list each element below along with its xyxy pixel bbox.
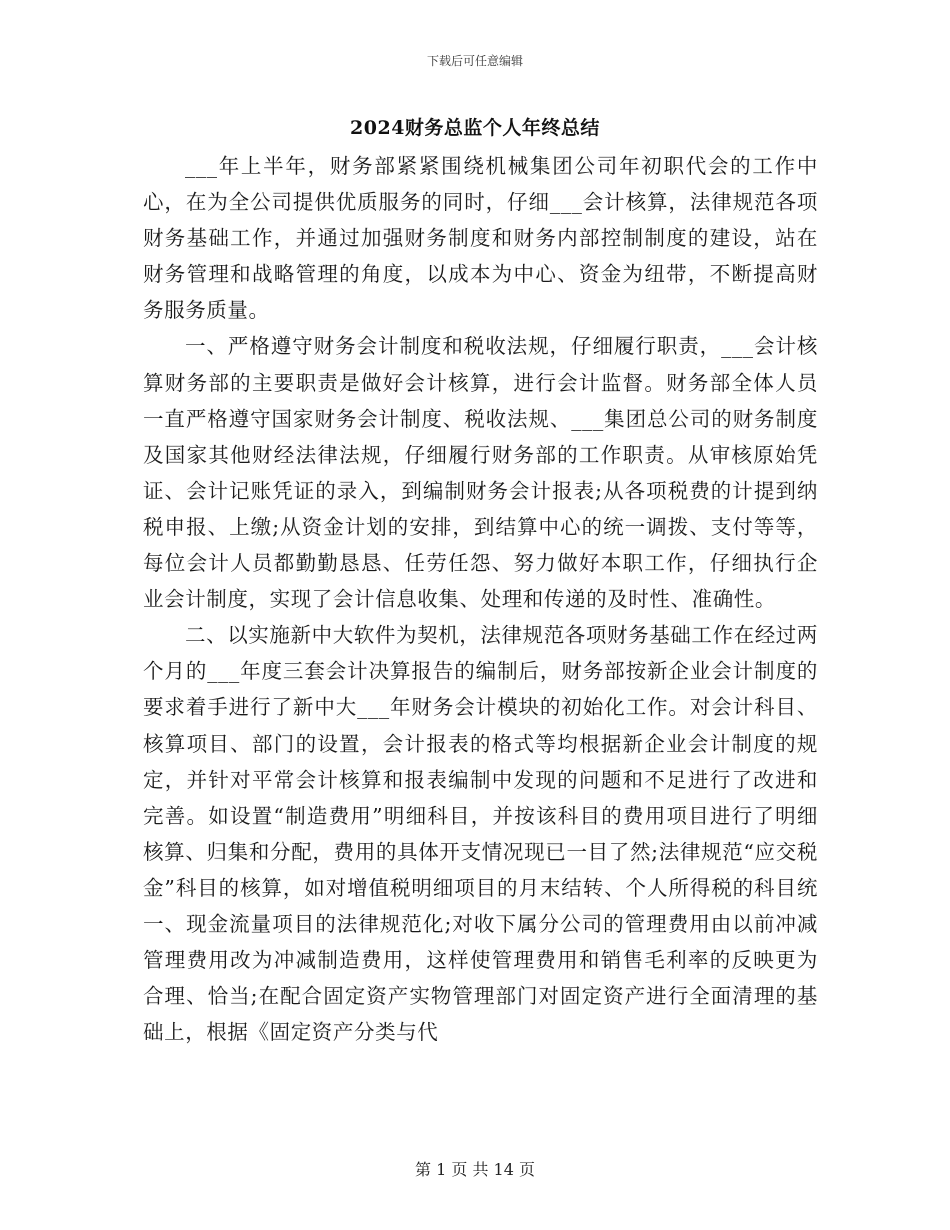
page-header-note: 下载后可任意编辑 (426, 54, 523, 68)
document-title: 2024财务总监个人年终总结 (350, 117, 600, 139)
page-number-footer: 第 1 页 共 14 页 (415, 1160, 535, 1179)
paragraph-intro: ___年上半年，财务部紧紧围绕机械集团公司年初职代会的工作中心，在为全公司提供优质服务的同时，仔细___会计核算，法律规范各项财务基础工作，并通过加强财务制度和财务内部控制制度的建设，站在财务管理和战略管理的角度，以成本为中心、资金为纽带，不断提高财务服务质量。 (143, 154, 818, 323)
paragraph-section-two: 二、以实施新中大软件为契机，法律规范各项财务基础工作在经过两个月的___年度三套会计决算报告的编制后，财务部按新企业会计制度的要求着手进行了新中大___年财务会计模块的初始化工作。对会计科目、核算项目、部门的设置，会计报表的格式等均根据新企业会计制度的规定，并针对平常会计核算和报表编制中发现的问题和不足进行了改进和完善。如设置“制造费用”明细科目，并按该科目的费用项目进行了明细核算、归集和分配，费用的具体开支情况现已一目了然;法律规范“应交税金”科目的核算，如对增值税明细项目的月末结转、个人所得税的科目统一、现金流量项目的法律规范化;对收下属分公司的管理费用由以前冲减管理费用改为冲减制造费用，这样使管理费用和销售毛利率的反映更为合理、恰当;在配合固定资产实物管理部门对固定资产进行全面清理的基础上，根据《固定资产分类与代 (143, 623, 818, 1045)
document-body (143, 148, 818, 1050)
paragraph-section-one: 一、严格遵守财务会计制度和税收法规，仔细履行职责，___会计核算财务部的主要职责是做好会计核算，进行会计监督。财务部全体人员一直严格遵守国家财务会计制度、税收法规、___集团总公司的财务制度及国家其他财经法律法规，仔细履行财务部的工作职责。从审核原始凭证、会计记账凭证的录入，到编制财务会计报表;从各项税费的计提到纳税申报、上缴;从资金计划的安排，到结算中心的统一调拨、支付等等，每位会计人员都勤勤恳恳、任劳任怨、努力做好本职工作，仔细执行企业会计制度，实现了会计信息收集、处理和传递的及时性、准确性。 (143, 334, 818, 612)
